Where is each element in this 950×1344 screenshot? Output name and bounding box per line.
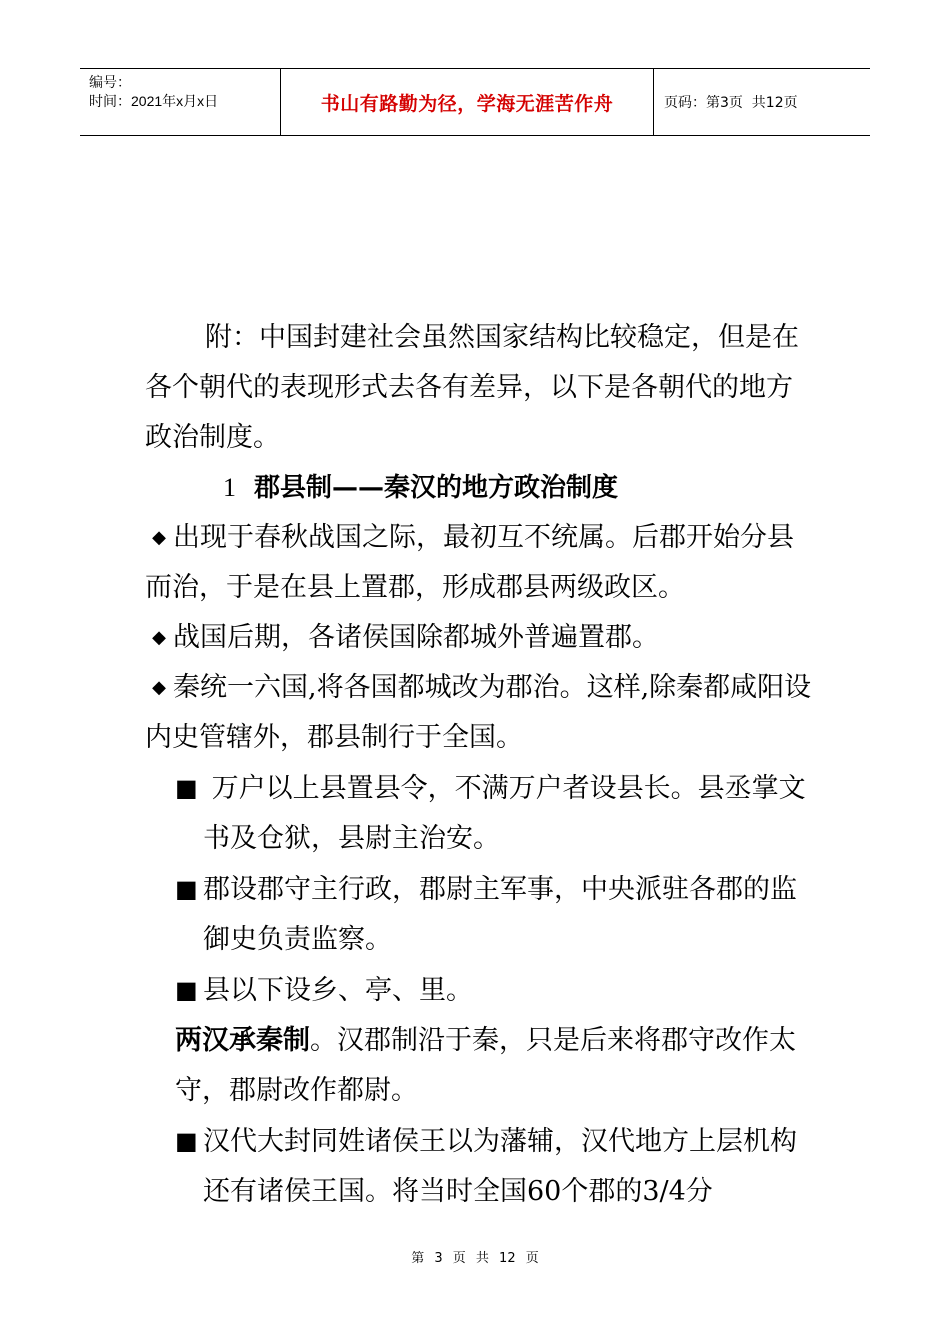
section-heading — [145, 463, 815, 513]
section-number: 1 — [223, 473, 236, 502]
list-item — [145, 864, 815, 965]
page-footer: 第 3 页 共 12 页 — [411, 1251, 539, 1266]
page-info-text: 页码：第3页 共12页 — [664, 95, 798, 111]
list-item-text: 战国后期，各诸侯国除都城外普遍置郡。 — [173, 622, 659, 653]
list-item-text: 万户以上县置县令，不满万户者设县长。县丞掌文书及仓狱，县尉主治安。 — [203, 773, 806, 854]
page-header — [80, 68, 870, 136]
list-item-text: 出现于春秋战国之际，最初互不统属。后郡开始分县而治，于是在县上置郡，形成郡县两级政区。 — [145, 522, 794, 603]
header-motto: 书山有路勤为径，学海无涯苦作舟 — [281, 69, 654, 135]
han-lead: 两汉承秦制 — [175, 1025, 310, 1056]
list-item — [145, 965, 815, 1016]
han-paragraph — [145, 1016, 815, 1116]
section-title: 郡县制——秦汉的地方政治制度 — [254, 473, 619, 503]
square-bullet-icon: ■ — [175, 976, 198, 1004]
header-meta — [80, 69, 281, 135]
diamond-bullet-icon: ◆ — [152, 627, 166, 648]
intro-paragraph: 附：中国封建社会虽然国家结构比较稳定，但是在各个朝代的表现形式去各有差异，以下是各朝代的地方政治制度。 — [145, 322, 799, 453]
square-bullet-icon: ■ — [175, 774, 198, 802]
list-item — [145, 613, 815, 663]
han-text: 。汉郡制沿于秦，只是后来将郡守改作太守，郡尉改作都尉。 — [175, 1025, 796, 1106]
list-item — [145, 1116, 815, 1217]
diamond-bullet-icon: ◆ — [152, 527, 166, 548]
list-item-text: 县以下设乡、亭、里。 — [203, 975, 473, 1006]
list-item — [145, 663, 815, 763]
square-bullet-icon: ■ — [175, 875, 198, 903]
diamond-bullet-icon: ◆ — [152, 677, 166, 698]
list-item-text: 汉代大封同姓诸侯王以为藩辅，汉代地方上层机构还有诸侯王国。将当时全国60个郡的3/4分 — [203, 1126, 797, 1207]
list-item-text: 郡设郡守主行政，郡尉主军事，中央派驻各郡的监御史负责监察。 — [203, 874, 797, 955]
list-item-text: 秦统一六国,将各国都城改为郡治。这样,除秦都咸阳设内史管辖外，郡县制行于全国。 — [145, 672, 812, 753]
date-label: 时间：2021年x月x日 — [89, 93, 219, 109]
header-page-info — [654, 69, 870, 135]
number-label: 编号： — [89, 74, 131, 90]
document-body — [145, 313, 815, 1217]
list-item — [145, 763, 815, 864]
square-bullet-icon: ■ — [175, 1127, 198, 1155]
list-item — [145, 513, 815, 613]
